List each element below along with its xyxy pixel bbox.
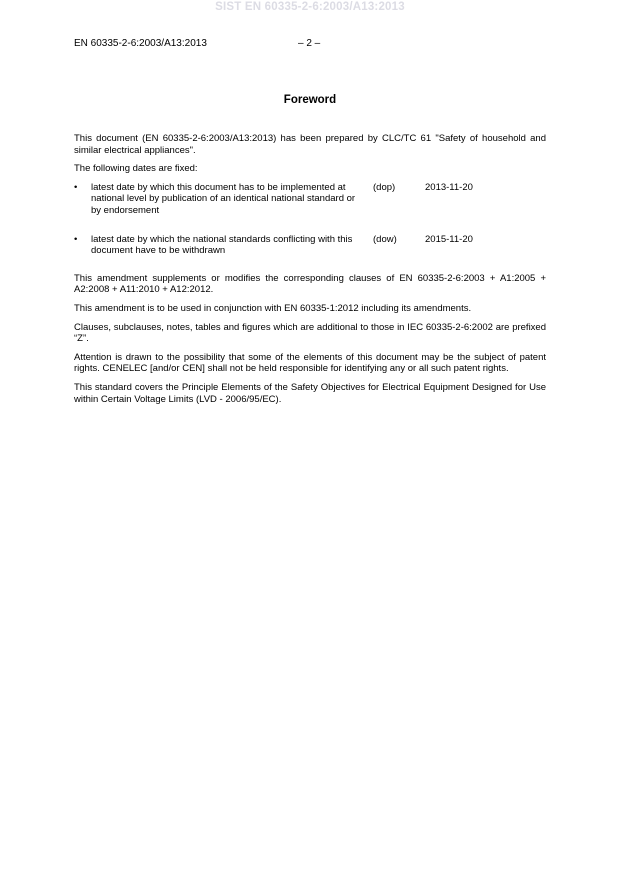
date-abbreviation: (dop) (373, 181, 396, 193)
page-title: Foreword (283, 94, 337, 106)
foreword-content (74, 133, 546, 412)
list-item (74, 182, 546, 220)
date-description: latest date by which this document has to be implemented at national level by publication of an identical national standard or by endorsement (91, 181, 356, 216)
header-doc-id: EN 60335-2-6:2003/A13:2013 (74, 38, 207, 49)
date-value: 2013-11-20 (425, 181, 473, 193)
conjunction-paragraph: This amendment is to be used in conjunction with EN 60335-1:2012 including its amendments. (74, 302, 472, 314)
intro-paragraph: This document (EN 60335-2-6:2003/A13:2013) has been prepared by CLC/TC 61 "Safety of household and similar electrical appliances". (74, 133, 546, 156)
dates-list (74, 182, 546, 266)
supplement-paragraph: This amendment supplements or modifies the corresponding clauses of EN 60335-2-6:2003 + A1:2005 + A2:2008 + A11:2010 + A12:2012. (74, 272, 546, 296)
date-abbreviation: (dow) (373, 233, 397, 245)
list-item (74, 234, 546, 266)
watermark: SIST EN 60335-2-6:2003/A13:2013 (215, 1, 405, 13)
bullet-icon: • (74, 233, 78, 245)
bullet-icon: • (74, 181, 78, 193)
date-description: latest date by which the national standards conflicting with this document have to be withdrawn (91, 233, 353, 257)
date-value: 2015-11-20 (425, 233, 473, 245)
lvd-paragraph: This standard covers the Principle Elements of the Safety Objectives for Electrical Equipment Designed for Use within Certain Voltage Limits (LVD - 2006/95/EC). (74, 381, 546, 405)
patent-paragraph: Attention is drawn to the possibility that some of the elements of this document may be the subject of patent rights. CENELEC [and/or CEN] shall not be held responsible for identifying any or all such patent rights. (74, 351, 546, 375)
prefix-paragraph: Clauses, subclauses, notes, tables and figures which are additional to those in IEC 60335-2-6:2002 are prefixed “Z”. (74, 321, 546, 345)
dates-intro-paragraph: The following dates are fixed: (74, 163, 198, 175)
page-number: – 2 – (298, 38, 321, 49)
